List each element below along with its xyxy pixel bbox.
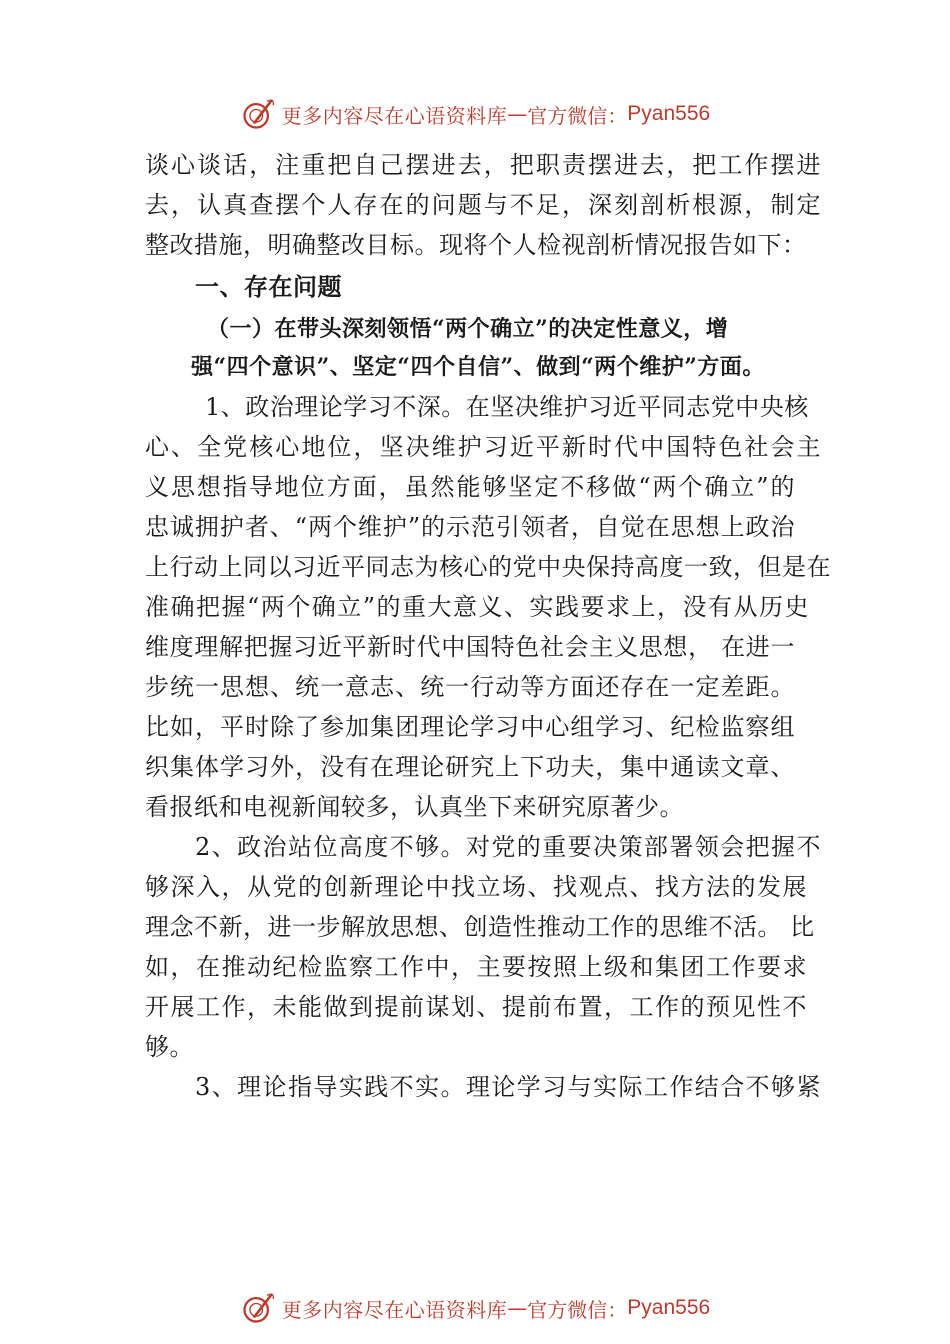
paragraph-line: 去，认真查摆个人存在的问题与不足，深刻剖析根源，制定	[145, 191, 821, 219]
item2-line: 开展工作，未能做到提前谋划、提前布置，工作的预见性不	[145, 993, 807, 1021]
banner-separator: —	[507, 102, 528, 126]
section-heading: 一、存在问题	[195, 273, 342, 301]
item2-line: 2、政治站位高度不够。对党的重要决策部署领会把握不	[195, 833, 821, 861]
item1-line: 义思想指导地位方面，虽然能够坚定不移做“两个确立”的	[145, 473, 795, 501]
banner-wechat-id: Pyan556	[627, 102, 711, 125]
item2-line: 如，在推动纪检监察工作中，主要按照上级和集团工作要求	[145, 953, 807, 981]
banner-wechat-label: 官方微信：	[527, 103, 628, 128]
item1-line: 看报纸和电视新闻较多，认真坐下来研究原著少。	[145, 793, 684, 821]
item1-line: 步统一思想、统一意志、统一行动等方面还存在一定差距。	[145, 673, 795, 701]
banner-brand: 更多内容尽在心语资料库	[281, 103, 508, 128]
subsection-heading-line1: （一）在带头深刻领悟“两个确立”的决定性意义，增	[207, 316, 729, 342]
item1-line: 比如，平时除了参加集团理论学习中心组学习、纪检监察组	[145, 713, 795, 741]
item1-line: 上行动上同以习近平同志为核心的党中央保持高度一致，但是在	[145, 553, 831, 581]
banner-separator: —	[507, 1296, 528, 1320]
item2-line: 够深入，从党的创新理论中找立场、找观点、找方法的发展	[145, 873, 807, 901]
subsection-heading-line2: 强“四个意识”、坚定“四个自信”、做到“两个维护”方面。	[191, 354, 765, 380]
banner-wechat-id: Pyan556	[627, 1296, 711, 1319]
item1-line: 心、全党核心地位，坚决维护习近平新时代中国特色社会主	[145, 433, 821, 461]
item1-line: 织集体学习外，没有在理论研究上下功夫，集中通读文章、	[145, 753, 795, 781]
item2-line: 理念不新，进一步解放思想、创造性推动工作的思维不活。 比	[145, 913, 815, 941]
quill-pen-logo-icon	[240, 96, 276, 132]
header-banner	[0, 92, 950, 136]
paragraph-line: 整改措施，明确整改目标。现将个人检视剖析情况报告如下：	[145, 231, 807, 259]
banner-brand: 更多内容尽在心语资料库	[281, 1297, 508, 1322]
banner-wechat-label: 官方微信：	[527, 1297, 628, 1322]
quill-pen-logo-icon	[240, 1290, 276, 1326]
item3-line: 3、理论指导实践不实。理论学习与实际工作结合不够紧	[195, 1073, 821, 1101]
item2-line: 够。	[145, 1033, 194, 1061]
item1-line: 准确把握“两个确立”的重大意义、实践要求上，没有从历史	[145, 593, 809, 621]
item1-line: 维度理解把握习近平新时代中国特色社会主义思想， 在进一	[145, 633, 795, 661]
item1-line: 忠诚拥护者、“两个维护”的示范引领者，自觉在思想上政治	[145, 513, 795, 541]
item1-line: 1、政治理论学习不深。在坚决维护习近平同志党中央核	[205, 393, 809, 421]
paragraph-line: 谈心谈话，注重把自己摆进去，把职责摆进去，把工作摆进	[145, 151, 821, 179]
footer-banner	[0, 1286, 950, 1330]
